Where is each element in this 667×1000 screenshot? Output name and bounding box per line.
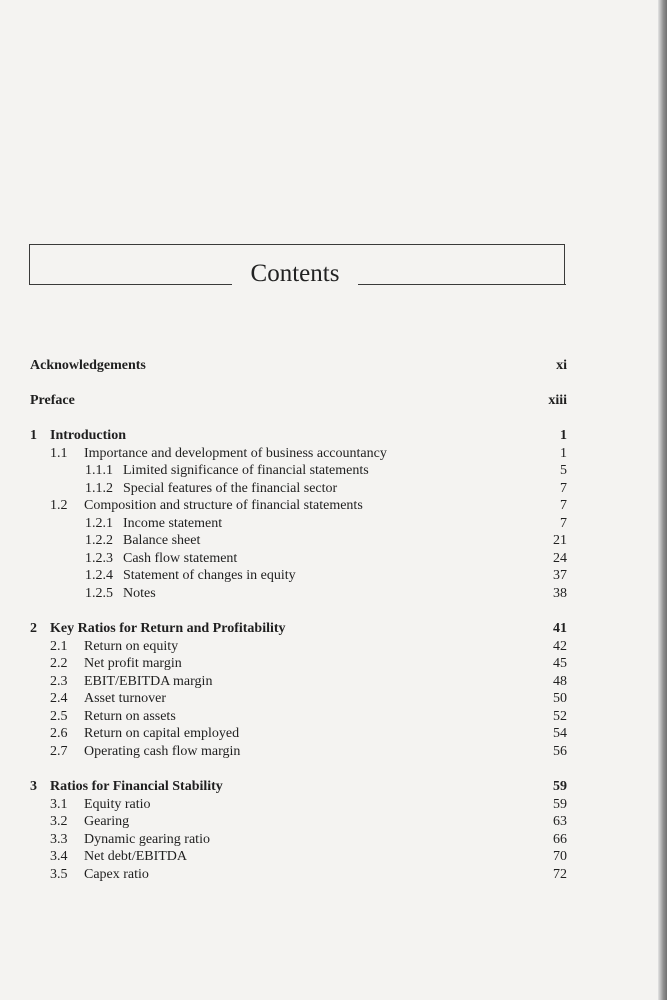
toc-section-2-3[interactable] xyxy=(0,673,667,691)
toc-subsection-page: 7 xyxy=(560,516,567,531)
toc-subsection-number: 1.2.3 xyxy=(85,551,113,566)
toc-subsection-1-1-1[interactable] xyxy=(0,462,667,480)
toc-section-title: Return on capital employed xyxy=(84,726,240,741)
toc-section-3-3[interactable] xyxy=(0,831,667,849)
toc-section-title: Equity ratio xyxy=(84,797,151,812)
toc-section-2-7[interactable] xyxy=(0,743,667,761)
toc-subsection-title: Special features of the financial sector xyxy=(123,481,338,496)
toc-chapter-1[interactable] xyxy=(0,427,667,445)
toc-chapter-2[interactable] xyxy=(0,620,667,638)
toc-entry-preface[interactable] xyxy=(0,392,667,410)
toc-subsection-title: Statement of changes in equity xyxy=(123,568,296,583)
toc-subsection-number: 1.2.5 xyxy=(85,586,113,601)
toc-chapter-3[interactable] xyxy=(0,778,667,796)
toc-entry-page: xi xyxy=(556,358,567,373)
toc-subsection-page: 38 xyxy=(553,586,567,601)
toc-subsection-page: 7 xyxy=(560,481,567,496)
toc-subsection-title: Notes xyxy=(123,586,156,601)
toc-section-page: 54 xyxy=(553,726,567,741)
toc-subsection-title: Balance sheet xyxy=(123,533,201,548)
toc-chapter-page: 41 xyxy=(553,621,567,636)
toc-subsection-title: Cash flow statement xyxy=(123,551,238,566)
page-title: Contents xyxy=(250,260,340,287)
toc-section-title: Return on assets xyxy=(84,709,176,724)
toc-subsection-number: 1.2.1 xyxy=(85,516,113,531)
toc-section-page: 63 xyxy=(553,814,567,829)
toc-section-page: 7 xyxy=(560,498,567,513)
toc-chapter-title: Key Ratios for Return and Profitability xyxy=(50,621,286,636)
toc-section-2-4[interactable] xyxy=(0,690,667,708)
toc-entry-title: Acknowledgements xyxy=(30,358,146,373)
toc-subsection-1-2-5[interactable] xyxy=(0,585,667,603)
toc-section-number: 3.3 xyxy=(50,832,68,847)
toc-section-2-1[interactable] xyxy=(0,638,667,656)
toc-subsection-1-1-2[interactable] xyxy=(0,480,667,498)
toc-section-2-2[interactable] xyxy=(0,655,667,673)
toc-section-number: 2.6 xyxy=(50,726,68,741)
toc-section-title: Return on equity xyxy=(84,639,179,654)
toc-section-title: Asset turnover xyxy=(84,691,167,706)
toc-section-page: 50 xyxy=(553,691,567,706)
toc-section-title: Net profit margin xyxy=(84,656,182,671)
toc-section-number: 3.1 xyxy=(50,797,68,812)
toc-chapter-page: 1 xyxy=(560,428,567,443)
toc-section-number: 2.2 xyxy=(50,656,68,671)
toc-subsection-number: 1.1.1 xyxy=(85,463,113,478)
toc-section-number: 2.3 xyxy=(50,674,68,689)
toc-section-page: 52 xyxy=(553,709,567,724)
toc-section-title: Composition and structure of financial statements xyxy=(84,498,363,513)
toc-section-page: 45 xyxy=(553,656,567,671)
toc-subsection-1-2-3[interactable] xyxy=(0,550,667,568)
toc-section-1-2[interactable] xyxy=(0,497,667,515)
toc-section-number: 2.5 xyxy=(50,709,68,724)
toc-entry-acknowledgements[interactable] xyxy=(0,357,667,375)
toc-entry-page: xiii xyxy=(548,393,567,408)
toc-section-page: 56 xyxy=(553,744,567,759)
toc-section-title: Dynamic gearing ratio xyxy=(84,832,210,847)
toc-section-3-5[interactable] xyxy=(0,866,667,884)
toc-section-number: 2.1 xyxy=(50,639,68,654)
toc-section-page: 1 xyxy=(560,446,567,461)
toc-section-3-1[interactable] xyxy=(0,796,667,814)
toc-section-2-6[interactable] xyxy=(0,725,667,743)
toc-section-number: 3.2 xyxy=(50,814,68,829)
toc-section-3-2[interactable] xyxy=(0,813,667,831)
toc-subsection-title: Limited significance of financial statements xyxy=(123,463,369,478)
toc-subsection-page: 37 xyxy=(553,568,567,583)
toc-section-3-4[interactable] xyxy=(0,848,667,866)
toc-section-page: 66 xyxy=(553,832,567,847)
toc-chapter-number: 1 xyxy=(30,428,37,443)
toc-section-number: 1.1 xyxy=(50,446,68,461)
toc-chapter-title: Introduction xyxy=(50,428,126,443)
toc-section-number: 2.4 xyxy=(50,691,68,706)
toc-section-page: 70 xyxy=(553,849,567,864)
toc-chapter-page: 59 xyxy=(553,779,567,794)
toc-section-number: 3.4 xyxy=(50,849,68,864)
toc-subsection-1-2-4[interactable] xyxy=(0,567,667,585)
toc-section-page: 72 xyxy=(553,867,567,882)
toc-section-title: Net debt/EBITDA xyxy=(84,849,188,864)
toc-chapter-title: Ratios for Financial Stability xyxy=(50,779,223,794)
toc-subsection-number: 1.2.2 xyxy=(85,533,113,548)
toc-section-title: Gearing xyxy=(84,814,130,829)
toc-section-page: 48 xyxy=(553,674,567,689)
toc-section-title: Operating cash flow margin xyxy=(84,744,241,759)
toc-subsection-page: 21 xyxy=(553,533,567,548)
toc-section-title: Capex ratio xyxy=(84,867,149,882)
toc-section-title: EBIT/EBITDA margin xyxy=(84,674,213,689)
toc-chapter-number: 3 xyxy=(30,779,37,794)
toc-subsection-1-2-2[interactable] xyxy=(0,532,667,550)
toc-section-2-5[interactable] xyxy=(0,708,667,726)
toc-chapter-number: 2 xyxy=(30,621,37,636)
toc-subsection-page: 5 xyxy=(560,463,567,478)
toc-section-page: 42 xyxy=(553,639,567,654)
toc-section-number: 1.2 xyxy=(50,498,68,513)
toc-subsection-page: 24 xyxy=(553,551,567,566)
toc-subsection-1-2-1[interactable] xyxy=(0,515,667,533)
toc-section-number: 2.7 xyxy=(50,744,68,759)
toc-subsection-title: Income statement xyxy=(123,516,223,531)
toc-section-title: Importance and development of business accountancy xyxy=(84,446,387,461)
toc-section-page: 59 xyxy=(553,797,567,812)
toc-section-number: 3.5 xyxy=(50,867,68,882)
toc-entry-title: Preface xyxy=(30,393,75,408)
toc-section-1-1[interactable] xyxy=(0,445,667,463)
toc-subsection-number: 1.2.4 xyxy=(85,568,113,583)
toc-subsection-number: 1.1.2 xyxy=(85,481,113,496)
